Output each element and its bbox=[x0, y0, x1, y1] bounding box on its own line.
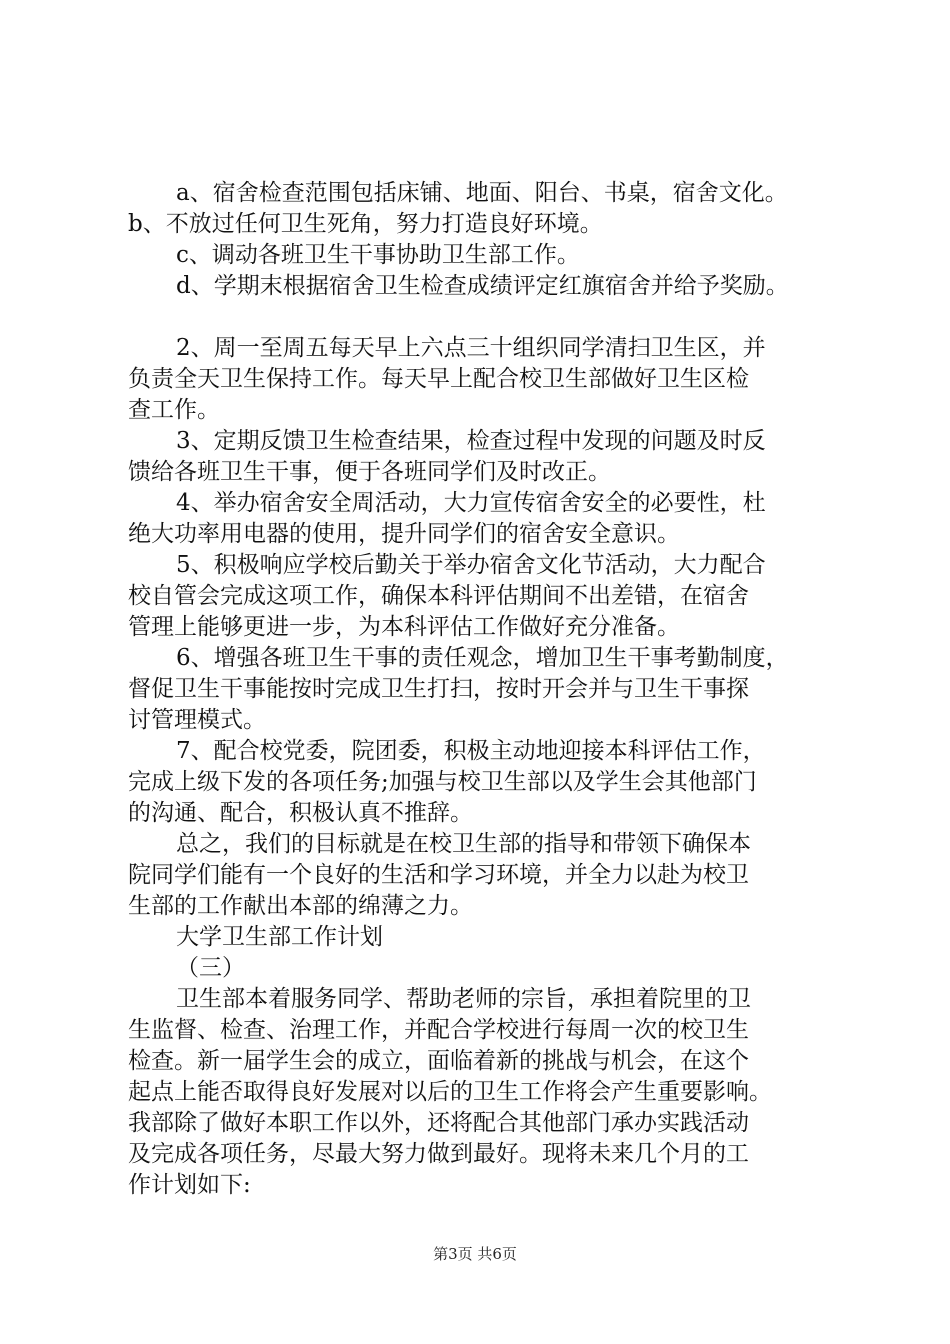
section-number: （三） bbox=[176, 955, 245, 981]
text-line: 讨管理模式。 bbox=[128, 707, 266, 733]
text-line: 作计划如下: bbox=[128, 1172, 251, 1198]
text-line: 3、定期反馈卫生检查结果，检查过程中发现的问题及时反 bbox=[176, 428, 766, 454]
text-line: 及完成各项任务，尽最大努力做到最好。现将未来几个月的工 bbox=[128, 1141, 749, 1167]
text-line: 5、积极响应学校后勤关于举办宿舍文化节活动，大力配合 bbox=[176, 552, 766, 578]
text-line: 督促卫生干事能按时完成卫生打扫，按时开会并与卫生干事探 bbox=[128, 676, 749, 702]
text-line: 校自管会完成这项工作，确保本科评估期间不出差错，在宿舍 bbox=[128, 583, 749, 609]
section-title: 大学卫生部工作计划 bbox=[176, 924, 383, 950]
text-line: 绝大功率用电器的使用，提升同学们的宿舍安全意识。 bbox=[128, 521, 680, 547]
page-footer: 第3页 共6页 bbox=[433, 1245, 517, 1263]
text-line: 我部除了做好本职工作以外，还将配合其他部门承办实践活动 bbox=[128, 1110, 749, 1136]
text-line: 查工作。 bbox=[128, 397, 220, 423]
text-line: 6、增强各班卫生干事的责任观念，增加卫生干事考勤制度， bbox=[176, 645, 789, 671]
text-line: 检查。新一届学生会的成立，面临着新的挑战与机会，在这个 bbox=[128, 1048, 749, 1074]
text-line: 完成上级下发的各项任务;加强与校卫生部以及学生会其他部门 bbox=[128, 769, 757, 795]
text-line: 管理上能够更进一步，为本科评估工作做好充分准备。 bbox=[128, 614, 680, 640]
text-line: 2、周一至周五每天早上六点三十组织同学清扫卫生区，并 bbox=[176, 335, 766, 361]
text-line: d、学期末根据宿舍卫生检查成绩评定红旗宿舍并给予奖励。 bbox=[176, 273, 789, 299]
text-line: 4、举办宿舍安全周活动，大力宣传宿舍安全的必要性，杜 bbox=[176, 490, 766, 516]
text-line: 卫生部本着服务同学、帮助老师的宗旨，承担着院里的卫 bbox=[176, 986, 751, 1012]
text-line: 的沟通、配合，积极认真不推辞。 bbox=[128, 800, 473, 826]
text-line: 生部的工作献出本部的绵薄之力。 bbox=[128, 893, 473, 919]
text-line: 生监督、检查、治理工作，并配合学校进行每周一次的校卫生 bbox=[128, 1017, 749, 1043]
text-line: 总之，我们的目标就是在校卫生部的指导和带领下确保本 bbox=[176, 831, 751, 857]
text-line: b、不放过任何卫生死角，努力打造良好环境。 bbox=[128, 211, 603, 237]
text-line: c、调动各班卫生干事协助卫生部工作。 bbox=[176, 242, 580, 268]
text-line: 7、配合校党委，院团委，积极主动地迎接本科评估工作， bbox=[176, 738, 766, 764]
text-line: 馈给各班卫生干事，便于各班同学们及时改正。 bbox=[128, 459, 611, 485]
text-line: 起点上能否取得良好发展对以后的卫生工作将会产生重要影响。 bbox=[128, 1079, 772, 1105]
text-line: a、宿舍检查范围包括床铺、地面、阳台、书桌，宿舍文化。 bbox=[176, 180, 788, 206]
text-line: 院同学们能有一个良好的生活和学习环境，并全力以赴为校卫 bbox=[128, 862, 749, 888]
text-line: 负责全天卫生保持工作。每天早上配合校卫生部做好卫生区检 bbox=[128, 366, 749, 392]
